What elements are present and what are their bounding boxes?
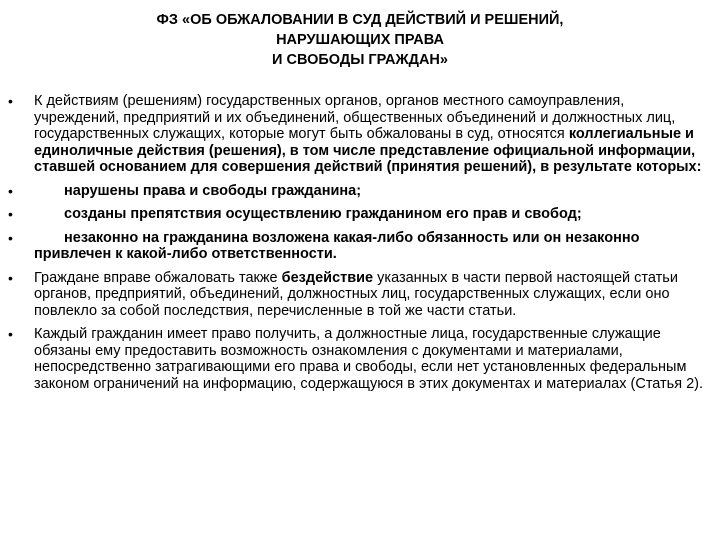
item-bold-text: нарушены права и свободы гражданина; (64, 182, 362, 199)
item-text: К действиям (решениям) государственных органов, органов местного самоуправления, учреждений, предприятий и их объединений, общественных объединений и должностных лиц, государственных служащих, которые могут быть обжалованы в суд, относятся (34, 93, 676, 142)
item-text: указанных в части первой настоящей статьи органов, предприятий, объединений, должностных лиц, государственных служащих, если оно повлекло за собой последствия, перечисленные в той же части статьи. (34, 269, 678, 319)
bullet-icon: • (8, 182, 13, 199)
bullet-icon: • (8, 93, 13, 109)
title-line-1: ФЗ «ОБ ОБЖАЛОВАНИИ В СУД ДЕЙСТВИЙ И РЕШЕНИЙ, (156, 12, 564, 28)
list-item (8, 183, 708, 200)
bullet-icon: • (8, 229, 13, 246)
slide-title (60, 10, 660, 70)
item-text: Каждый гражданин имеет право получить, а должностные лица, государственные служащие обязаны ему предоставить возможность ознакомления с документами и материалами, непосредственно затрагивающими его права и свободы, если нет установленных федеральным законом ограничений на информацию, содержащуюся в этих документах и материалах (Статья 2). (34, 326, 704, 392)
bullet-icon: • (8, 206, 13, 222)
item-bold-text: незаконно на гражданина возложена какая-либо обязанность или он незаконно привлечен к какой-либо ответственности. (34, 229, 640, 262)
list-item (8, 230, 708, 263)
list-item (8, 270, 708, 320)
bullet-list (8, 93, 708, 392)
title-line-3: И СВОБОДЫ ГРАЖДАН» (272, 52, 448, 68)
list-item (8, 93, 708, 176)
bullet-icon: • (8, 269, 13, 286)
item-bold-text: коллегиальные и единоличные действия (решения), в том числе представление официальной информации, ставшей основанием для совершения действий (принятия решений), в результате которых: (34, 126, 702, 175)
title-line-2: НАРУШАЮЩИХ ПРАВА (276, 32, 444, 48)
list-item (8, 326, 708, 392)
list-item (8, 206, 708, 223)
bullet-icon: • (8, 326, 13, 342)
item-text: Граждане вправе обжаловать также (34, 269, 282, 286)
item-bold-text: бездействие (281, 269, 374, 286)
item-bold-text: созданы препятствия осуществлению гражданином его прав и свобод; (64, 206, 582, 222)
